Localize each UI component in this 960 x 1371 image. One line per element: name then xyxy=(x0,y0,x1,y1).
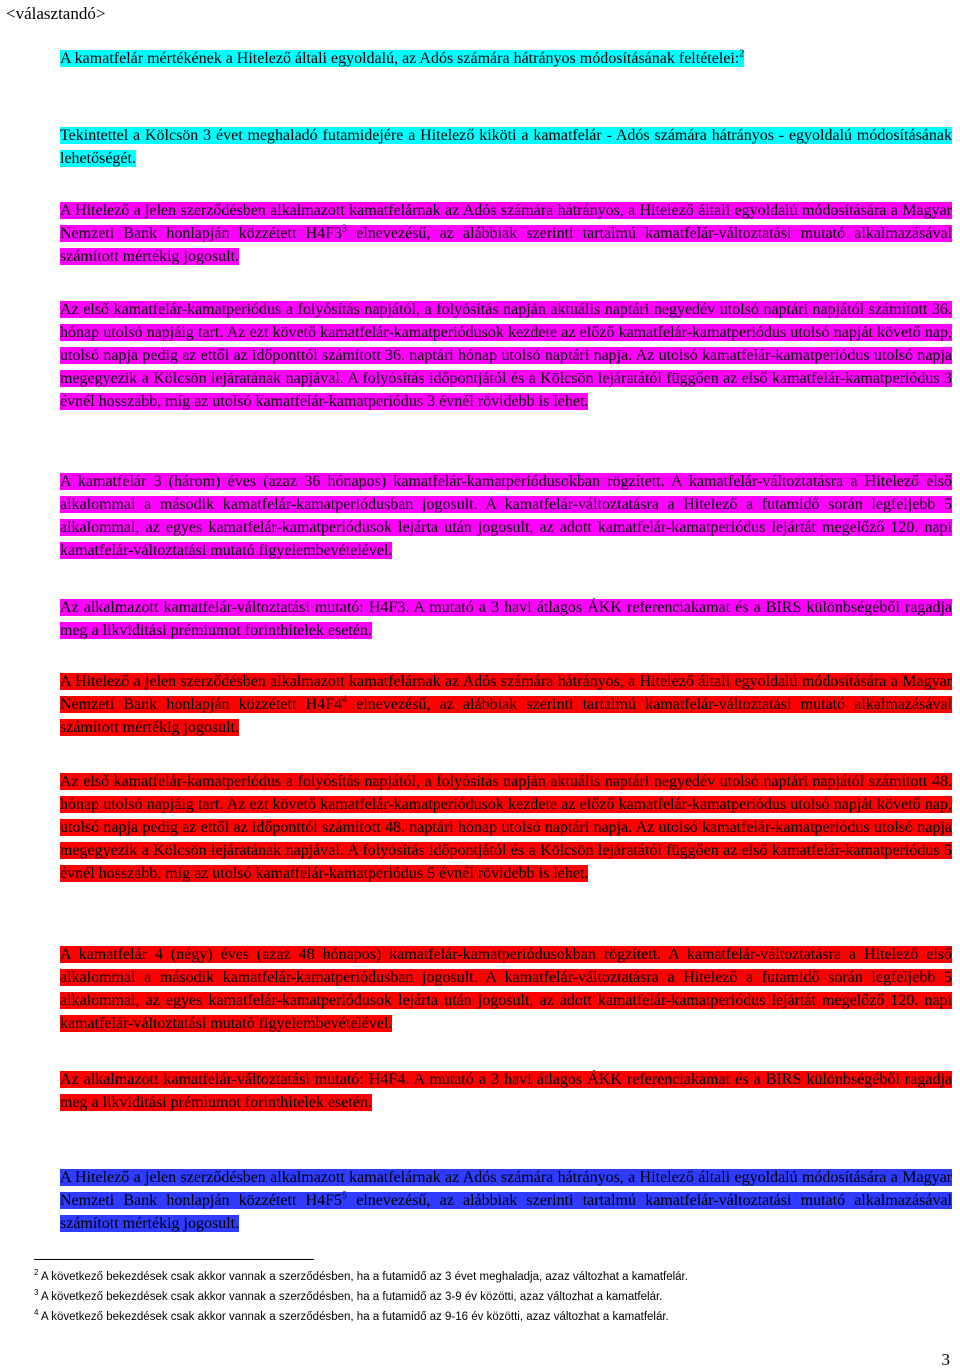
paragraph-text-cont: elnevezésű, az alábbiak szerinti tartalmú kamatfelár-változtatási mutató alkalmazásával számított mértékig jogosult. xyxy=(60,1192,953,1232)
paragraph-text-cont: elnevezésű, az alábbiak szerinti tartalmú kamatfelár-változtatási mutató alkalmazásával számított mértékig jogosult. xyxy=(60,225,953,265)
paragraph-text: A kamatfelár 4 (négy) éves (azaz 48 hónapos) kamatfelár-kamatperiódusokban rögzített. A kamatfelár-változtatásra a Hitelező első alkalommal a második kamatfelár-kamatperiódusban jogosult. A kamatfelár-változtatásra a Hitelező a futamidő során legfeljebb 5 alkalommal, az egyes kamatfelár-kamatperiódusok lejárta után jogosult, az adott kamatfelár-kamatperiódus lejártát megelőző 120. napi kamatfelár-változtatási mutató figyelembevételével. xyxy=(60,946,952,1032)
paragraph-h4f5-intro xyxy=(60,1166,952,1235)
paragraph-h4f4-intro xyxy=(60,670,952,739)
footnote-number: 3 xyxy=(34,1288,39,1298)
footnote-text: A következő bekezdések csak akkor vannak a szerződésben, ha a futamidő az 3-9 év közötti, azaz változhat a kamatfelár. xyxy=(38,1291,663,1303)
footnote-ref: 3 xyxy=(342,223,348,235)
paragraph-text: A Hitelező a jelen szerződésben alkalmazott kamatfelárnak az Adós számára hátrányos, a Hitelező általi egyoldalú módosítására a Magyar Nemzeti Bank honlapján közzétett H4F5 xyxy=(60,1169,952,1209)
footnote-ref: 2 xyxy=(739,48,745,60)
footnote-3 xyxy=(34,1290,662,1304)
footnote-number: 2 xyxy=(34,1268,39,1278)
footnote-4 xyxy=(34,1310,669,1324)
page-number: 3 xyxy=(941,1350,950,1369)
paragraph-text: Az első kamatfelár-kamatperiódus a folyósítás napjától, a folyósítás napján aktuális naptári negyedév utolsó naptári napjától számított 48. hónap utolsó napjáig tart. Az ezt követő kamatfelár-kamatperiódusok kezdete az előző kamatfelár-kamatperiódus utolsó napját követő nap, utolsó napja pedig az ettől az időponttól számított 48. naptári hónap utolsó naptári napja. Az utolsó kamatfelár-kamatperiódus utolsó napja megegyezik a Kölcsön lejáratának napjával. A folyósítás időpontjától és a Kölcsön lejáratától függően az első kamatfelár-kamatperiódus 5 évnél hosszabb, míg az utolsó kamatfelár-kamatperiódus 5 évnél rövidebb is lehet. xyxy=(60,773,952,882)
paragraph-text: A Hitelező a jelen szerződésben alkalmazott kamatfelárnak az Adós számára hátrányos, a Hitelező általi egyoldalú módosítására a Magyar Nemzeti Bank honlapján közzétett H4F4 xyxy=(60,673,952,713)
paragraph-term-clause xyxy=(60,124,952,170)
paragraph-text: Az alkalmazott kamatfelár-változtatási mutató: H4F3. A mutató a 3 havi átlagos ÁKK referenciakamat és a BIRS különbségéből ragadja meg a likviditási prémiumot forinthitelek esetén. xyxy=(60,599,952,639)
paragraph-text: A kamatfelár 3 (három) éves (azaz 36 hónapos) kamatfelár-kamatperiódusokban rögzített. A kamatfelár-változtatásra a Hitelező első alkalommal a második kamatfelár-kamatperiódusban jogosult. A kamatfelár-változtatásra a Hitelező a futamidő során legfeljebb 5 alkalommal, az egyes kamatfelár-kamatperiódusok lejárta után jogosult, az adott kamatfelár-kamatperiódus lejártát megelőző 120. napi kamatfelár-változtatási mutató figyelembevételével. xyxy=(60,473,952,559)
paragraph-h4f4-periods xyxy=(60,770,952,885)
paragraph-h4f3-fixed xyxy=(60,470,952,562)
choice-tag: <választandó> xyxy=(6,4,106,23)
footnote-separator xyxy=(34,1259,314,1260)
paragraph-text: A kamatfelár mértékének a Hitelező általi egyoldalú, az Adós számára hátrányos módosításának feltételei: xyxy=(60,50,740,67)
paragraph-h4f3-intro xyxy=(60,199,952,268)
footnote-text: A következő bekezdések csak akkor vannak a szerződésben, ha a futamidő az 9-16 év közötti, azaz változhat a kamatfelár. xyxy=(38,1311,669,1323)
paragraph-text: Az alkalmazott kamatfelár-változtatási mutató: H4F4. A mutató a 3 havi átlagos ÁKK referenciakamat és a BIRS különbségéből ragadja meg a likviditási prémiumot forinthitelek esetén. xyxy=(60,1071,952,1111)
footnote-ref: 4 xyxy=(342,694,348,706)
paragraph-text: A Hitelező a jelen szerződésben alkalmazott kamatfelárnak az Adós számára hátrányos, a Hitelező általi egyoldalú módosítására a Magyar Nemzeti Bank honlapján közzétett H4F3 xyxy=(60,202,952,242)
paragraph-h4f3-indicator xyxy=(60,596,952,642)
footnote-2 xyxy=(34,1270,688,1284)
paragraph-h4f4-indicator xyxy=(60,1068,952,1114)
paragraph-h4f3-periods xyxy=(60,298,952,413)
paragraph-h4f4-fixed xyxy=(60,943,952,1035)
paragraph-text: Tekintettel a Kölcsön 3 évet meghaladó futamidejére a Hitelező kiköti a kamatfelár - Adós számára hátrányos - egyoldalú módosításának lehetőségét. xyxy=(60,127,952,167)
footnote-ref: 5 xyxy=(342,1190,348,1202)
footnote-number: 4 xyxy=(34,1308,39,1318)
footnote-text: A következő bekezdések csak akkor vannak a szerződésben, ha a futamidő az 3 évet meghaladja, azaz változhat a kamatfelár. xyxy=(38,1271,688,1283)
paragraph-text-cont: elnevezésű, az alábbiak szerinti tartalmú kamatfelár-változtatási mutató alkalmazásával számított mértékig jogosult. xyxy=(60,696,953,736)
paragraph-conditions-heading xyxy=(60,47,952,70)
paragraph-text: Az első kamatfelár-kamatperiódus a folyósítás napjától, a folyósítás napján aktuális naptári negyedév utolsó naptári napjától számított 36. hónap utolsó napjáig tart. Az ezt követő kamatfelár-kamatperiódusok kezdete az előző kamatfelár-kamatperiódus utolsó napját követő nap, utolsó napja pedig az ettől az időponttól számított 36. naptári hónap utolsó naptári napja. Az utolsó kamatfelár-kamatperiódus utolsó napja megegyezik a Kölcsön lejáratának napjával. A folyósítás időpontjától és a Kölcsön lejáratától függően az első kamatfelár-kamatperiódus 3 évnél hosszabb, míg az utolsó kamatfelár-kamatperiódus 3 évnél rövidebb is lehet. xyxy=(60,301,952,410)
